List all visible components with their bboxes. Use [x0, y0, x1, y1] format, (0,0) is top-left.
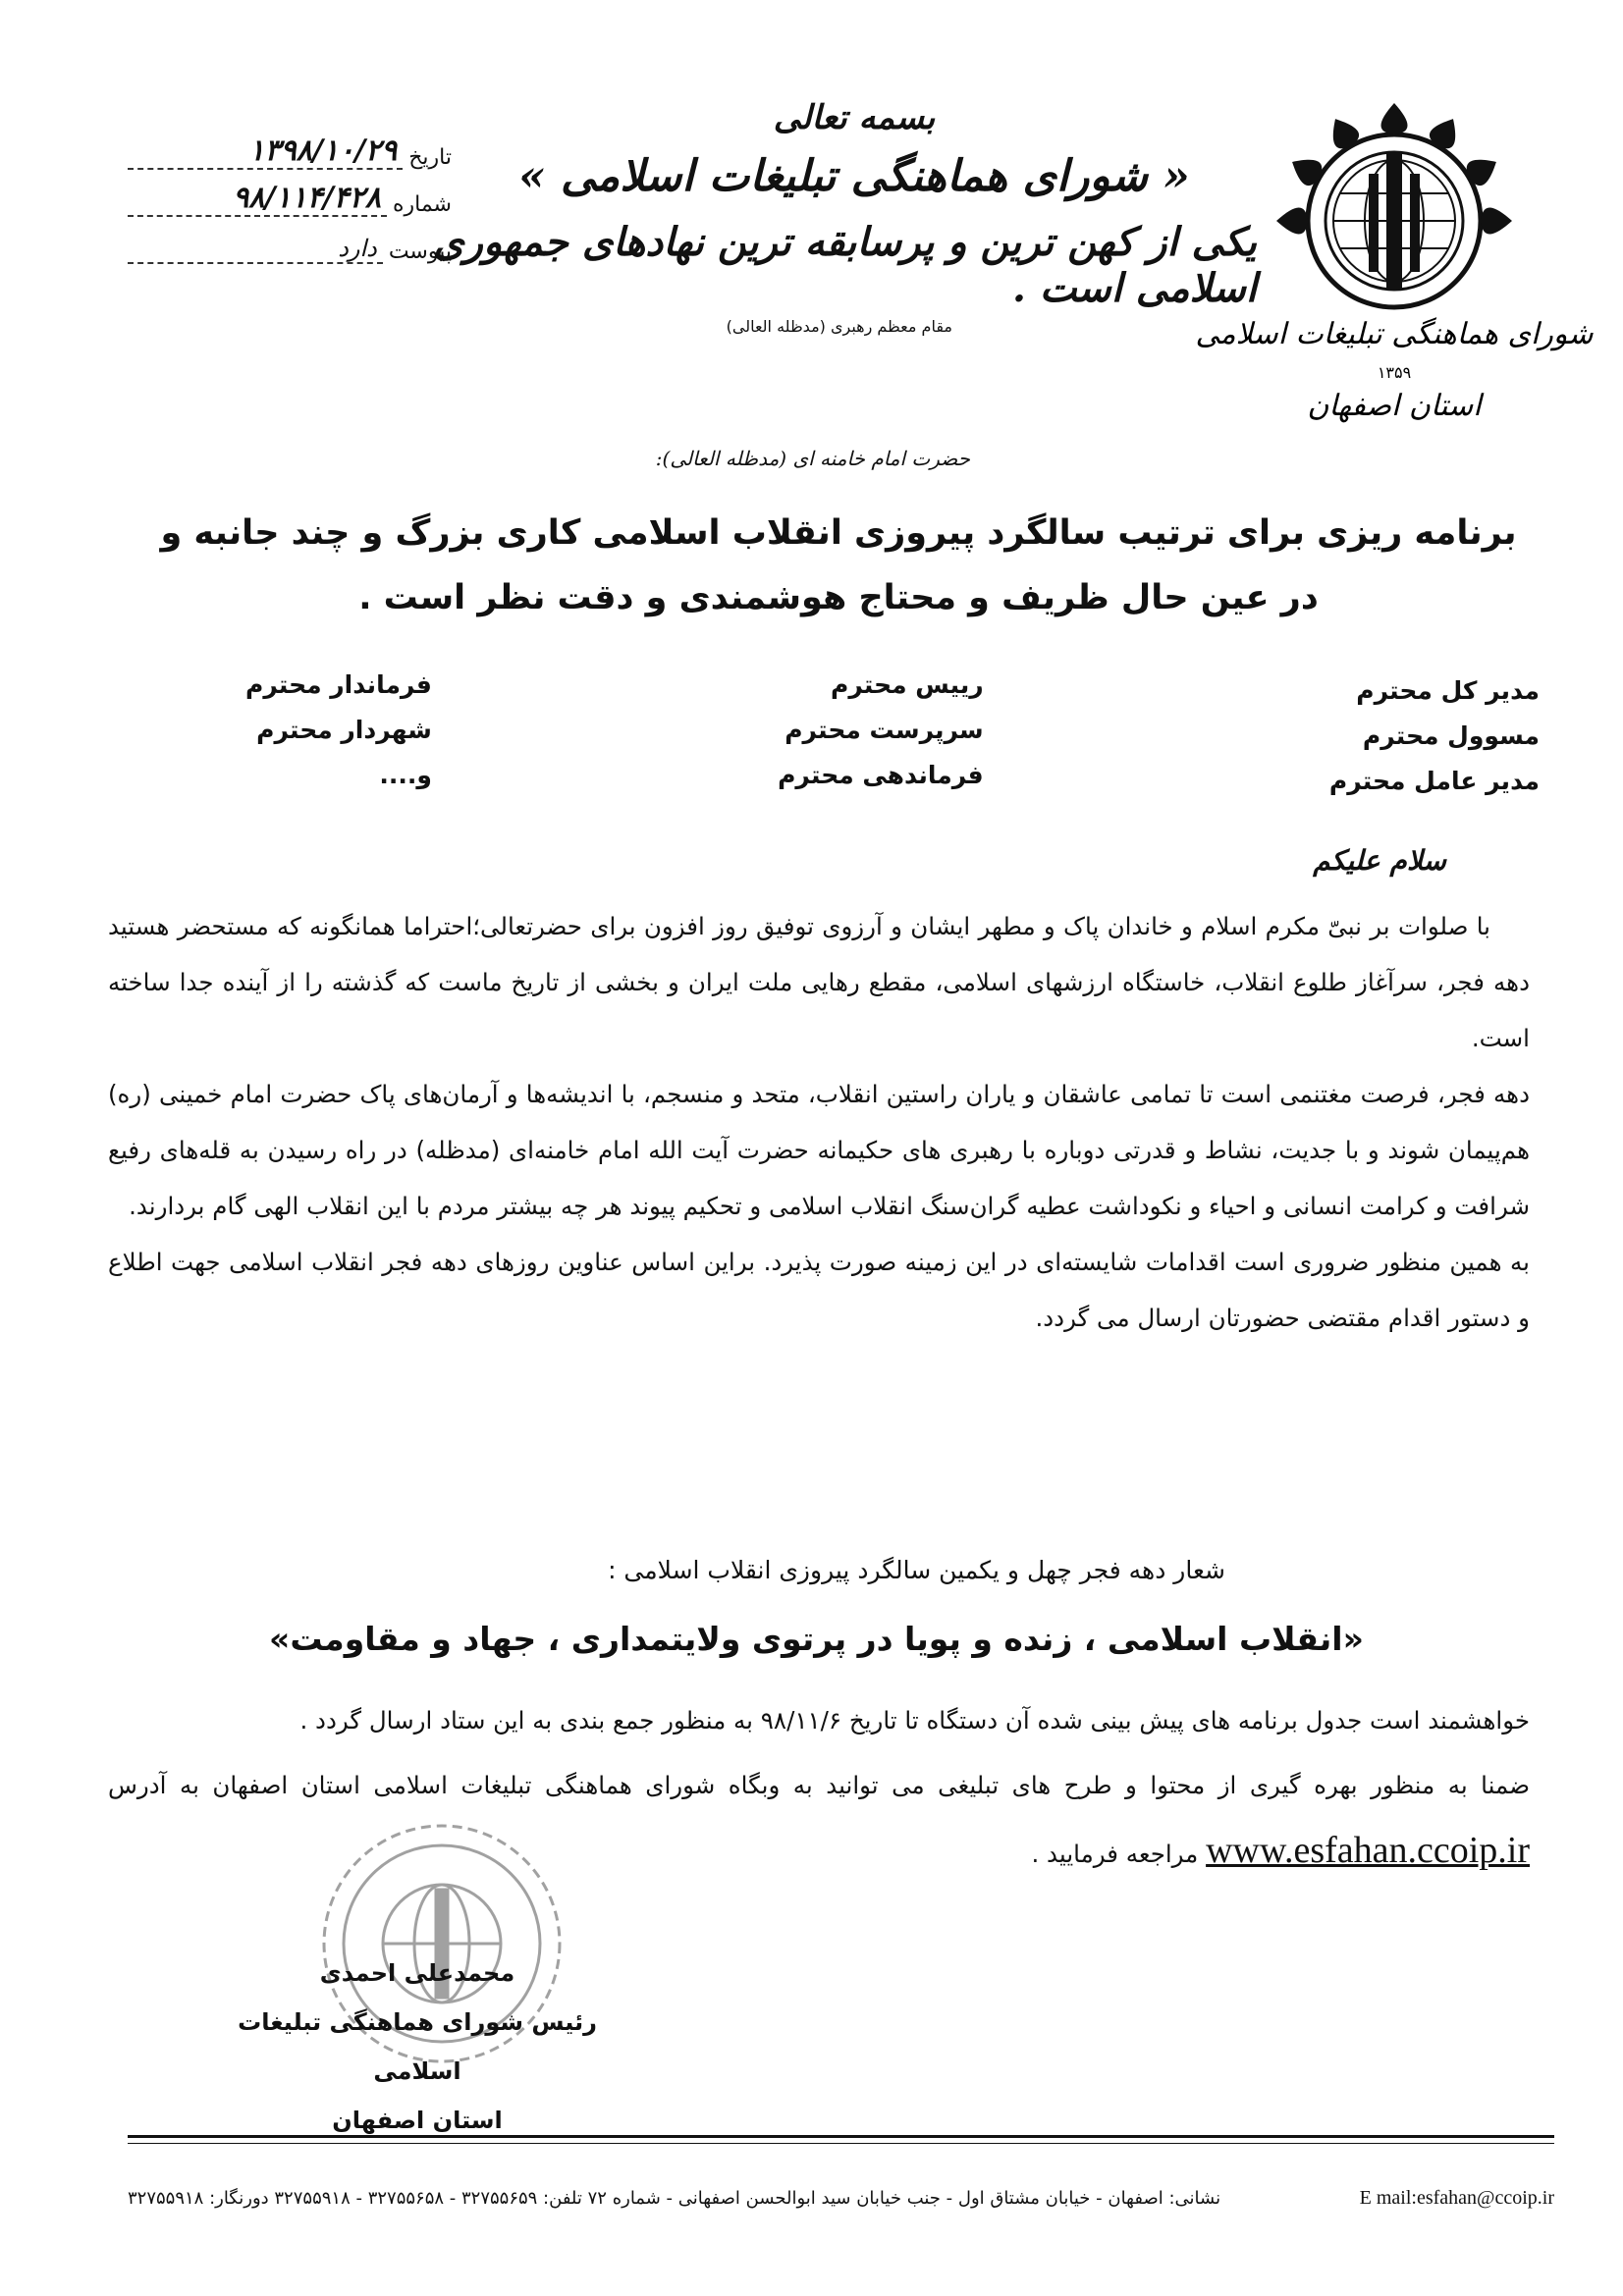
footer-address: نشانی: اصفهان - خیابان مشتاق اول - جنب خیابان سید ابوالحسن اصفهانی - شماره ۷۲ تلفن: ۳۲۷۵۵۶۵۹ - ۳۲۷۵۵۶۵۸ - ۳۲۷۵۵۹۱۸ دورنگار: ۳۲۷۵۵۹۱۸	[128, 2188, 1221, 2209]
attachment-row	[128, 217, 452, 264]
recipient: مسوول محترم	[1362, 721, 1540, 750]
request-text-before-url: ضمنا به منظور بهره گیری از محتوا و طرح های تبلیغی می توانید به وبگاه شورای هماهنگی تبلیغات اسلامی استان اصفهان به آدرس	[108, 1771, 1530, 1799]
number-value: ۹۸/۱۱۴/۴۲۸	[128, 181, 387, 217]
recipients-column-2	[778, 663, 984, 804]
recipient: فرماندهی محترم	[778, 761, 984, 789]
recipient: فرماندار محترم	[245, 670, 432, 699]
basmala: بسمه تعالی	[773, 98, 936, 137]
recipient: سرپرست محترم	[784, 716, 984, 744]
reference-block	[128, 123, 452, 280]
letter-body	[108, 898, 1530, 1346]
date-value: ۱۳۹۸/۱۰/۲۹	[128, 133, 403, 170]
attachment-label: پیوست	[388, 240, 452, 264]
salutation: سلام علیکم	[1313, 844, 1446, 877]
logo-arc-text: شورای هماهنگی تبلیغات اسلامی	[1195, 317, 1594, 351]
recipient: شهردار محترم	[256, 716, 432, 744]
date-row	[128, 123, 452, 170]
logo-province: استان اصفهان	[1307, 389, 1482, 423]
body-paragraph-2: دهه فجر، فرصت مغتنمی است تا تمامی عاشقان و یاران راستین انقلاب، متحد و منسجم، با اندیشه‌ها و آرمان‌های پاک حضرت امام خمینی (ره) هم‌پیمان شوند و با جدیت، نشاط و قدرتی دوباره با رهبری های حکیمانه حضرت آیت الله امام خامنه‌ای (مدظله) در راه رسیدن به قله‌های رفیع شرافت و کرامت انسانی و احیاء و نکوداشت عطیه گران‌سنگ انقلاب اسلامی و تحکیم پیوند هر چه بیشتر مردم با این انقلاب الهی گام بردارند.	[108, 1080, 1530, 1220]
footer	[128, 2187, 1554, 2210]
recipients-column-3	[245, 663, 432, 804]
slogan: «انقلاب اسلامی ، زنده و پویا در پرتوی ولایتمداری ، جهاد و مقاومت»	[269, 1620, 1364, 1658]
signature-block	[221, 1949, 614, 2145]
quote-attribution: حضرت امام خامنه ای (مدظله العالی):	[655, 447, 970, 470]
recipients-list	[245, 663, 1540, 804]
number-label: شماره	[392, 192, 452, 217]
number-row	[128, 170, 452, 217]
recipient: مدیر کل محترم	[1356, 676, 1540, 705]
footer-email: E mail:esfahan@ccoip.ir	[1359, 2187, 1554, 2209]
signatory-name: محمدعلی احمدی	[319, 1959, 515, 1987]
date-label: تاریخ	[408, 145, 452, 170]
attachment-value: دارد	[128, 235, 383, 264]
council-name: « شورای هماهنگی تبلیغات اسلامی »	[518, 151, 1190, 201]
leader-quote: یکی از کهن ترین و پرسابقه ترین نهادهای جمهوری اسلامی است .	[433, 219, 1257, 311]
logo-year: ۱۳۵۹	[1377, 363, 1412, 382]
signatory-title: رئیس شورای هماهنگی تبلیغات اسلامی	[238, 2008, 597, 2085]
leader-attribution: مقام معظم رهبری (مدظله العالی)	[726, 317, 952, 336]
body-paragraph-3: به همین منظور ضروری است اقدامات شایسته‌ای در این زمینه صورت پذیرد. براین اساس عناوین روزهای دهه فجر انقلاب اسلامی جهت اطلاع و دستور اقدام مقتضی حضورتان ارسال می گردد.	[108, 1248, 1530, 1332]
footer-divider-thin	[128, 2143, 1554, 2144]
footer-divider	[128, 2135, 1554, 2138]
recipients-column-1	[1329, 663, 1540, 804]
website-link[interactable]: www.esfahan.ccoip.ir	[1206, 1830, 1530, 1871]
organization-logo	[1195, 103, 1594, 437]
recipient: و....	[379, 761, 432, 789]
request-text-after-url: مراجعه فرمایید .	[1031, 1840, 1199, 1868]
main-quote: برنامه ریزی برای ترتیب سالگرد پیروزی انقلاب اسلامی کاری بزرگ و چند جانبه و در عین حال ظریف و محتاج هوشمندی و دقت نظر است .	[160, 513, 1517, 617]
body-paragraph-1: با صلوات بر نبیّ مکرم اسلام و خاندان پاک و مطهر ایشان و آرزوی توفیق روز افزون برای حضرتعالی؛احتراما همانگونه که مستحضر هستید دهه فجر، سرآغاز طلوع انقلاب، خاستگاه ارزشهای اسلامی، مقطع رهایی ملت ایران و بخشی از تاریخ ماست که گذشته را از آینده جدا ساخته است.	[108, 912, 1530, 1052]
signatory-org: استان اصفهان	[332, 2107, 503, 2134]
recipient: مدیر عامل محترم	[1328, 767, 1540, 795]
recipient: رییس محترم	[831, 670, 984, 699]
letter-header	[432, 98, 1276, 336]
request-paragraph-1: خواهشمند است جدول برنامه های پیش بینی شده آن دستگاه تا تاریخ ۹۸/۱۱/۶ به منظور جمع بندی به این ستاد ارسال گردد .	[299, 1706, 1530, 1735]
slogan-intro: شعار دهه فجر چهل و یکمین سالگرد پیروزی انقلاب اسلامی :	[608, 1556, 1225, 1584]
